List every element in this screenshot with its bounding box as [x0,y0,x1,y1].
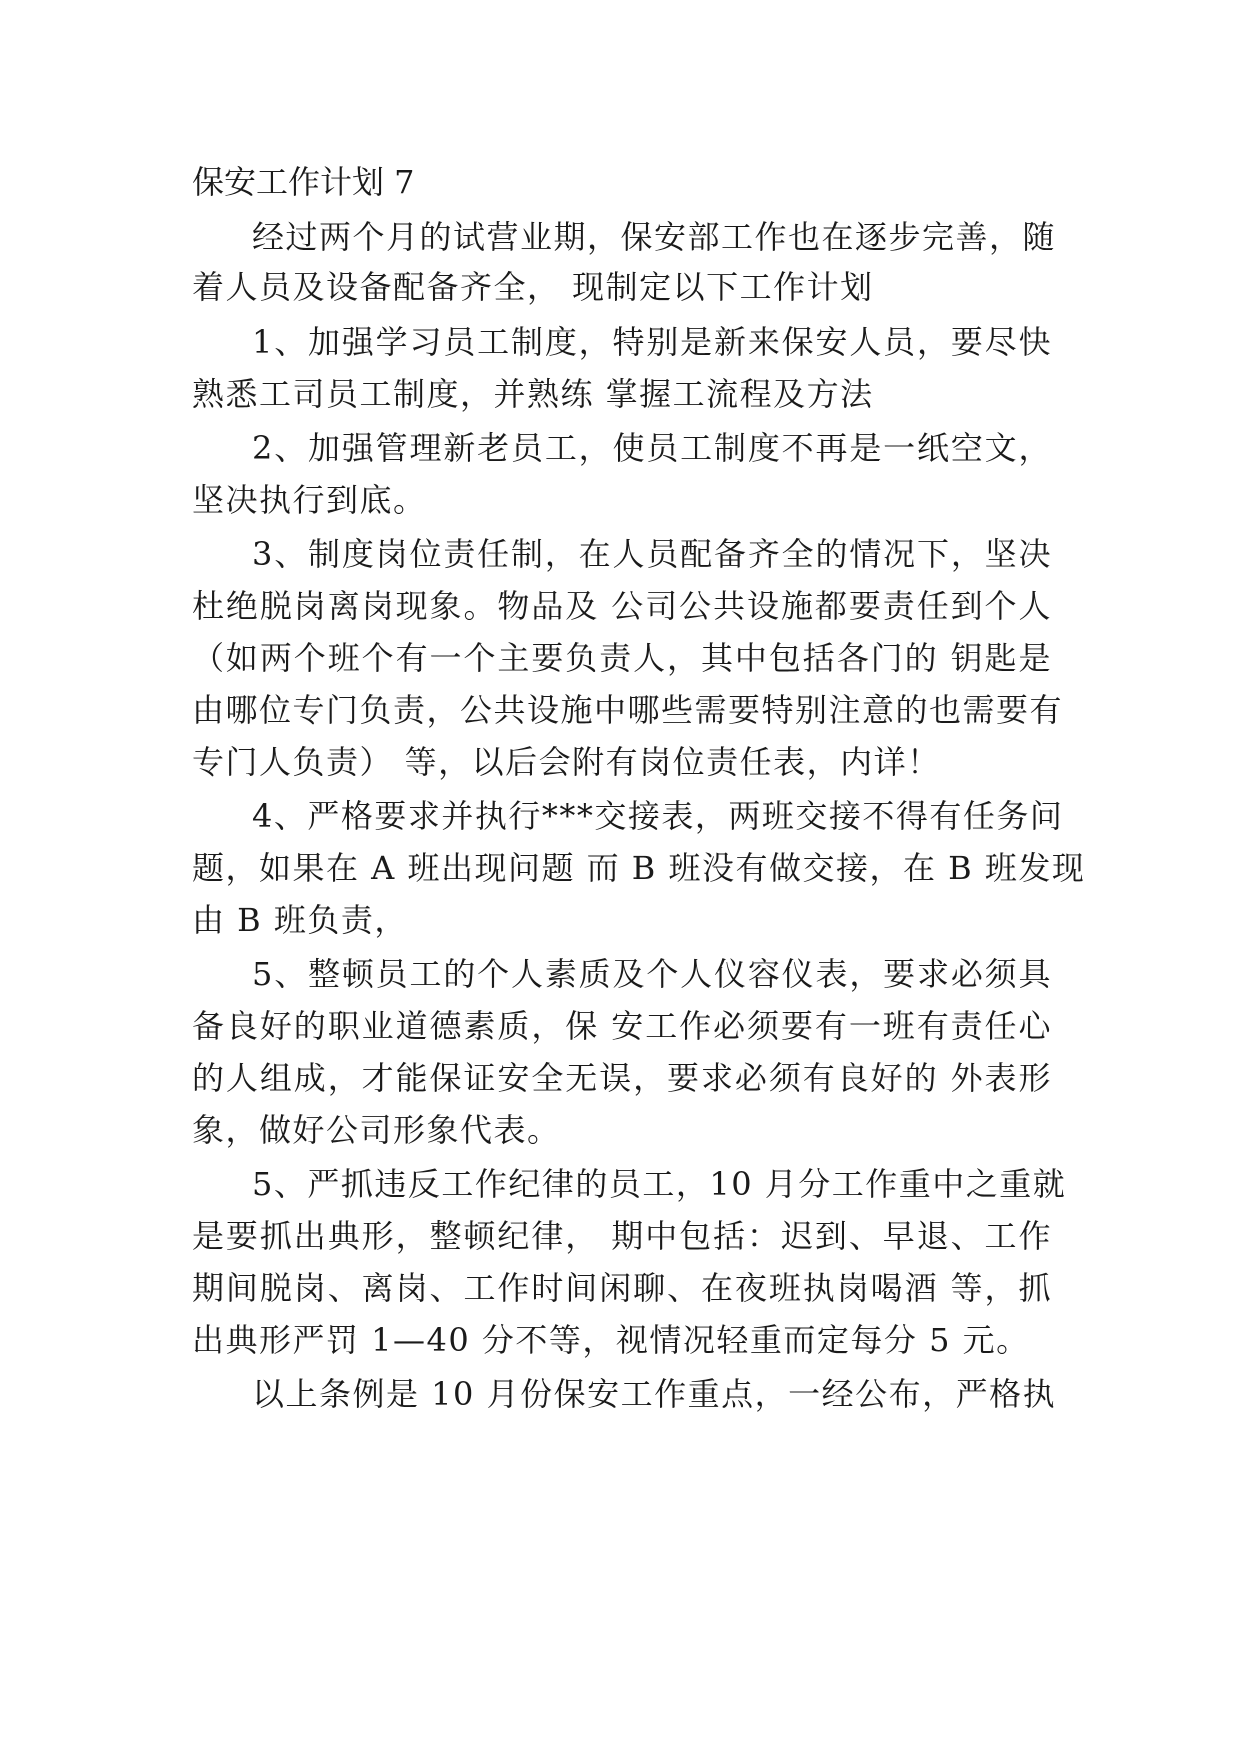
paragraph-line: 着人员及设备配备齐全， 现制定以下工作计划 [192,268,874,306]
paragraph-line: 5、整顿员工的个人素质及个人仪容仪表，要求必须具 [252,955,1052,993]
paragraph-line: 出典形严罚 1—40 分不等，视情况轻重而定每分 5 元。 [192,1321,1030,1359]
paragraph-line: 是要抓出典形，整顿纪律， 期中包括：迟到、早退、工作 [192,1217,1052,1255]
paragraph-line: 杜绝脱岗离岗现象。物品及 公司公共设施都要责任到个人 [192,587,1052,625]
paragraph-line: 题，如果在 A 班出现问题 而 B 班没有做交接，在 B 班发现 [192,849,1086,887]
paragraph-line: 由 B 班负责， [192,901,408,939]
paragraph-line: 2、加强管理新老员工，使员工制度不再是一纸空文， [252,429,1052,467]
paragraph-line: 以上条例是 10 月份保安工作重点，一经公布，严格执 [252,1375,1057,1413]
paragraph-line: 经过两个月的试营业期，保安部工作也在逐步完善，随 [252,218,1057,256]
paragraph-line: 象，做好公司形象代表。 [192,1111,561,1149]
paragraph-line: 备良好的职业道德素质，保 安工作必须要有一班有责任心 [192,1007,1052,1045]
paragraph-line: 3、制度岗位责任制，在人员配备齐全的情况下，坚决 [252,535,1052,573]
paragraph-line: 熟悉工司员工制度，并熟练 掌握工流程及方法 [192,375,874,413]
paragraph-line: 由哪位专门负责，公共设施中哪些需要特别注意的也需要有 [192,691,1064,729]
document-title: 保安工作计划 7 [192,163,415,201]
paragraph-line: 期间脱岗、离岗、工作时间闲聊、在夜班执岗喝酒 等，抓 [192,1269,1052,1307]
paragraph-line: 专门人负责） 等，以后会附有岗位责任表，内详！ [192,743,941,781]
paragraph-line: （如两个班个有一个主要负责人，其中包括各门的 钥匙是 [192,639,1052,677]
paragraph-line: 坚决执行到底。 [192,481,427,519]
paragraph-line: 5、严抓违反工作纪律的员工，10 月分工作重中之重就 [252,1165,1067,1203]
paragraph-line: 4、严格要求并执行***交接表，两班交接不得有任务问 [252,797,1064,835]
paragraph-line: 1、加强学习员工制度，特别是新来保安人员，要尽快 [252,323,1052,361]
paragraph-line: 的人组成，才能保证安全无误，要求必须有良好的 外表形 [192,1059,1052,1097]
